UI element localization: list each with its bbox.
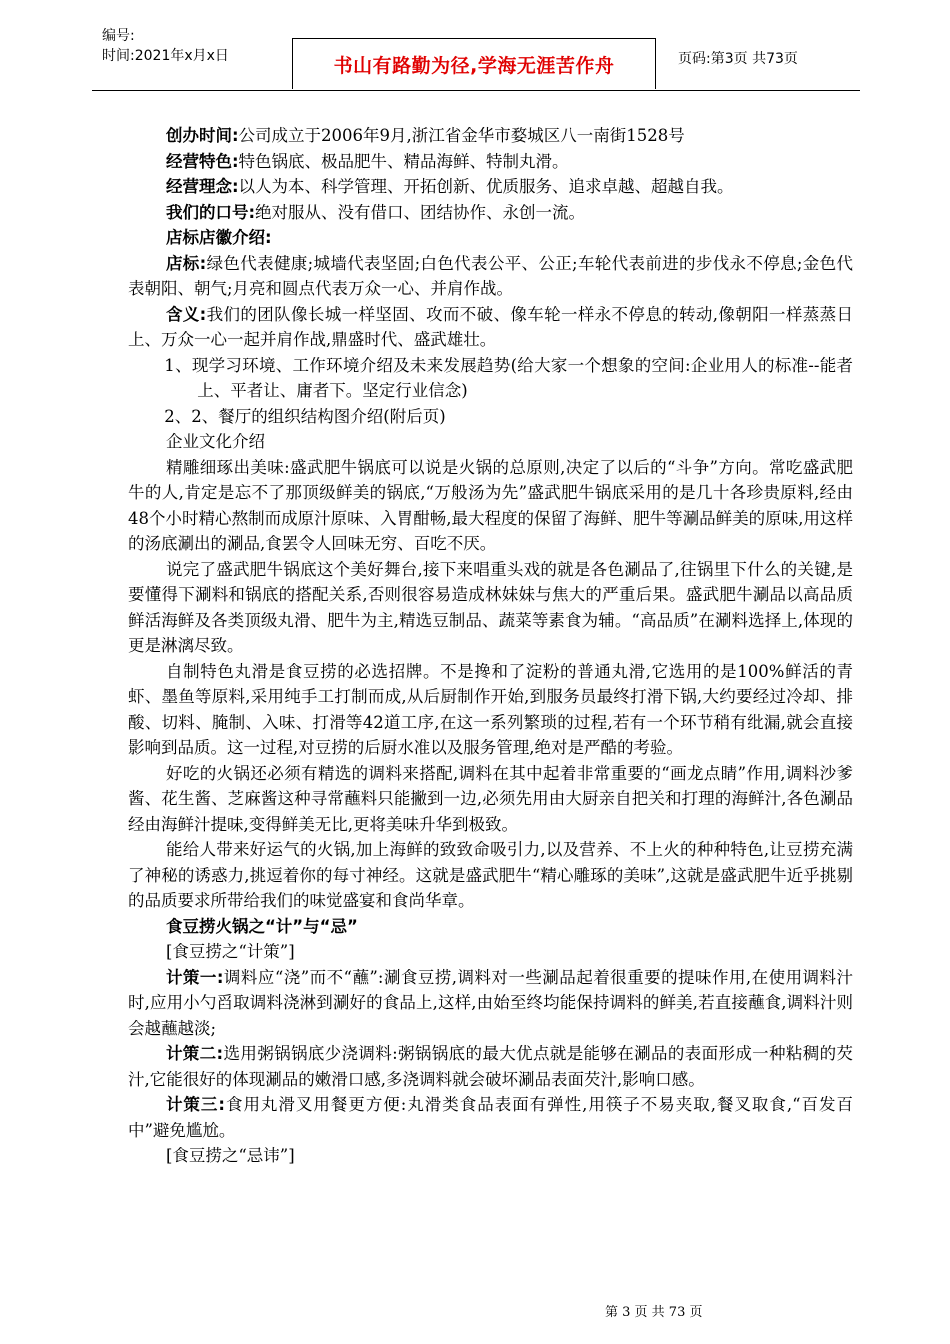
strategy-text: 选用粥锅锅底少浇调料:粥锅锅底的最大优点就是能够在涮品的表面形成一种粘稠的芡汁,它能很好的体现涮品的嫩滑口感,多浇调料就会破坏涮品表面芡汁,影响口感。 (128, 1044, 854, 1089)
section-features (128, 149, 853, 175)
section-meaning (128, 302, 853, 353)
section-label: 我们的口号: (165, 202, 256, 222)
strategy-heading: [食豆捞之“计策”] (165, 942, 295, 961)
section-text: 绿色代表健康;城墙代表坚固;白色代表公平、公正;车轮代表前进的步伐永不停息;金色代表朝阳、朝气;月亮和圆点代表万众一心、并肩作战。 (128, 253, 853, 298)
strategy-label: 计策一: (165, 967, 224, 987)
section-text: 我们的团队像长城一样坚固、攻而不破、像车轮一样永不停息的转动,像朝阳一样蒸蒸日上、万众一心一起并肩作战,鼎盛时代、盛武雄壮。 (128, 304, 853, 349)
page-header (92, 20, 860, 91)
header-meta (102, 26, 229, 66)
section-philosophy (128, 174, 853, 200)
strategy-label: 计策三: (165, 1095, 225, 1114)
paragraph: 精雕细琢出美味:盛武肥牛锅底可以说是火锅的总原则,决定了以后的“斗争”方向。常吃盛武肥牛的人,肯定是忘不了那顶级鲜美的锅底,“万般汤为先”盛武肥牛锅底采用的是几十各珍贵原料,经由48个小时精心熬制而成原汁原味、入胃酣畅,最大程度的保留了海鲜、肥牛等涮品鲜美的原味,用这样的汤底涮出的涮品,食罢令人回味无穷、百吃不厌。 (128, 457, 853, 553)
strategy-text: 调料应“浇”而不“蘸”:涮食豆捞,调料对一些涮品起着很重要的提味作用,在使用调料汁时,应用小勺舀取调料浇淋到涮好的食品上,这样,由始至终均能保持调料的鲜美,若直接蘸食,调料汁则会越蘸越淡; (128, 967, 853, 1038)
section-label: 含义: (165, 304, 207, 324)
section-logo (128, 251, 853, 302)
strategy-item (128, 1092, 853, 1143)
paragraph: 能给人带来好运气的火锅,加上海鲜的致致命吸引力,以及营养、不上火的种种特色,让豆捞充满了神秘的诱惑力,挑逗着你的每寸神经。这就是盛武肥牛“精心雕琢的美味”,这就是盛武肥牛近乎挑剔的品质要求所带给我们的味觉盛宴和食尚华章。 (128, 840, 853, 910)
section-text: 特色锅底、极品肥牛、精品海鲜、特制丸滑。 (238, 151, 569, 171)
section-label: 经营特色: (165, 151, 239, 171)
document-time-label: 时间:2021年x月x日 (102, 48, 229, 64)
section-text: 公司成立于2006年9月,浙江省金华市婺城区八一南街1528号 (238, 126, 685, 145)
page-footer: 第 3 页 共 73 页 (605, 1305, 703, 1320)
document-number-label: 编号: (102, 28, 135, 44)
paragraph: 好吃的火锅还必须有精选的调料来搭配,调料在其中起着非常重要的“画龙点睛”作用,调料沙爹酱、花生酱、芝麻酱这种寻常蘸料只能撇到一边,必须先用由大厨亲自把关和打理的海鲜汁,各色涮品经由海鲜汁提味,变得鲜美无比,更将美味升华到极致。 (128, 763, 853, 834)
list-number: 1、 (164, 355, 192, 375)
section-label: 创办时间: (165, 126, 239, 145)
list-item (128, 353, 853, 404)
section-logo-intro (128, 225, 853, 251)
subtitle: 食豆捞火锅之“计”与“忌” (165, 916, 358, 936)
culture-title: 企业文化介绍 (165, 432, 265, 451)
strategy-item (128, 1041, 853, 1092)
list-text: 2、餐厅的组织结构图介绍(附后页) (191, 406, 446, 426)
section-label: 店标: (165, 253, 207, 273)
header-page-number: 页码:第3页 共73页 (678, 51, 798, 67)
strategy-item (128, 965, 853, 1042)
list-item (128, 404, 853, 430)
strategy-label: 计策二: (165, 1044, 224, 1063)
list-number: 2、 (164, 406, 192, 426)
section-slogan (128, 200, 853, 226)
paragraph: 说完了盛武肥牛锅底这个美好舞台,接下来唱重头戏的就是各色涮品了,往锅里下什么的关键,是要懂得下涮料和锅底的搭配关系,否则很容易造成林妹妹与焦大的严重后果。盛武肥牛涮品以高品质鲜活海鲜及各类顶级丸滑、肥牛为主,精选豆制品、蔬菜等素食为辅。“高品质”在涮料选择上,体现的更是淋漓尽致。 (128, 559, 853, 655)
section-founded (128, 123, 853, 149)
document-body (128, 123, 853, 1169)
section-text: 绝对服从、没有借口、团结协作、永创一流。 (255, 202, 586, 222)
strategy-text: 食用丸滑叉用餐更方便:丸滑类食品表面有弹性,用筷子不易夹取,餐叉取食,“百发百中”避免尴尬。 (128, 1095, 853, 1140)
list-text: 现学习环境、工作环境介绍及未来发展趋势(给大家一个想象的空间:企业用人的标准--能者上、平者让、庸者下。坚定行业信念) (191, 355, 854, 400)
section-label: 店标店徽介绍: (165, 228, 272, 247)
section-text: 以人为本、科学管理、开拓创新、优质服务、追求卓越、超越自我。 (238, 177, 734, 196)
section-label: 经营理念: (165, 177, 239, 196)
header-motto: 书山有路勤为径,学海无涯苦作舟 (292, 38, 656, 89)
taboo-heading: [食豆捞之“忌讳”] (165, 1146, 295, 1165)
paragraph: 自制特色丸滑是食豆捞的必选招牌。不是搀和了淀粉的普通丸滑,它选用的是100%鲜活的青虾、墨鱼等原料,采用纯手工打制而成,从后厨制作开始,到服务员最终打滑下锅,大约要经过冷却、排酸、切料、腌制、入味、打滑等42道工序,在这一系列繁琐的过程,若有一个环节稍有纰漏,就会直接影响到品质。这一过程,对豆捞的后厨水准以及服务管理,绝对是严酷的考验。 (128, 661, 853, 757)
